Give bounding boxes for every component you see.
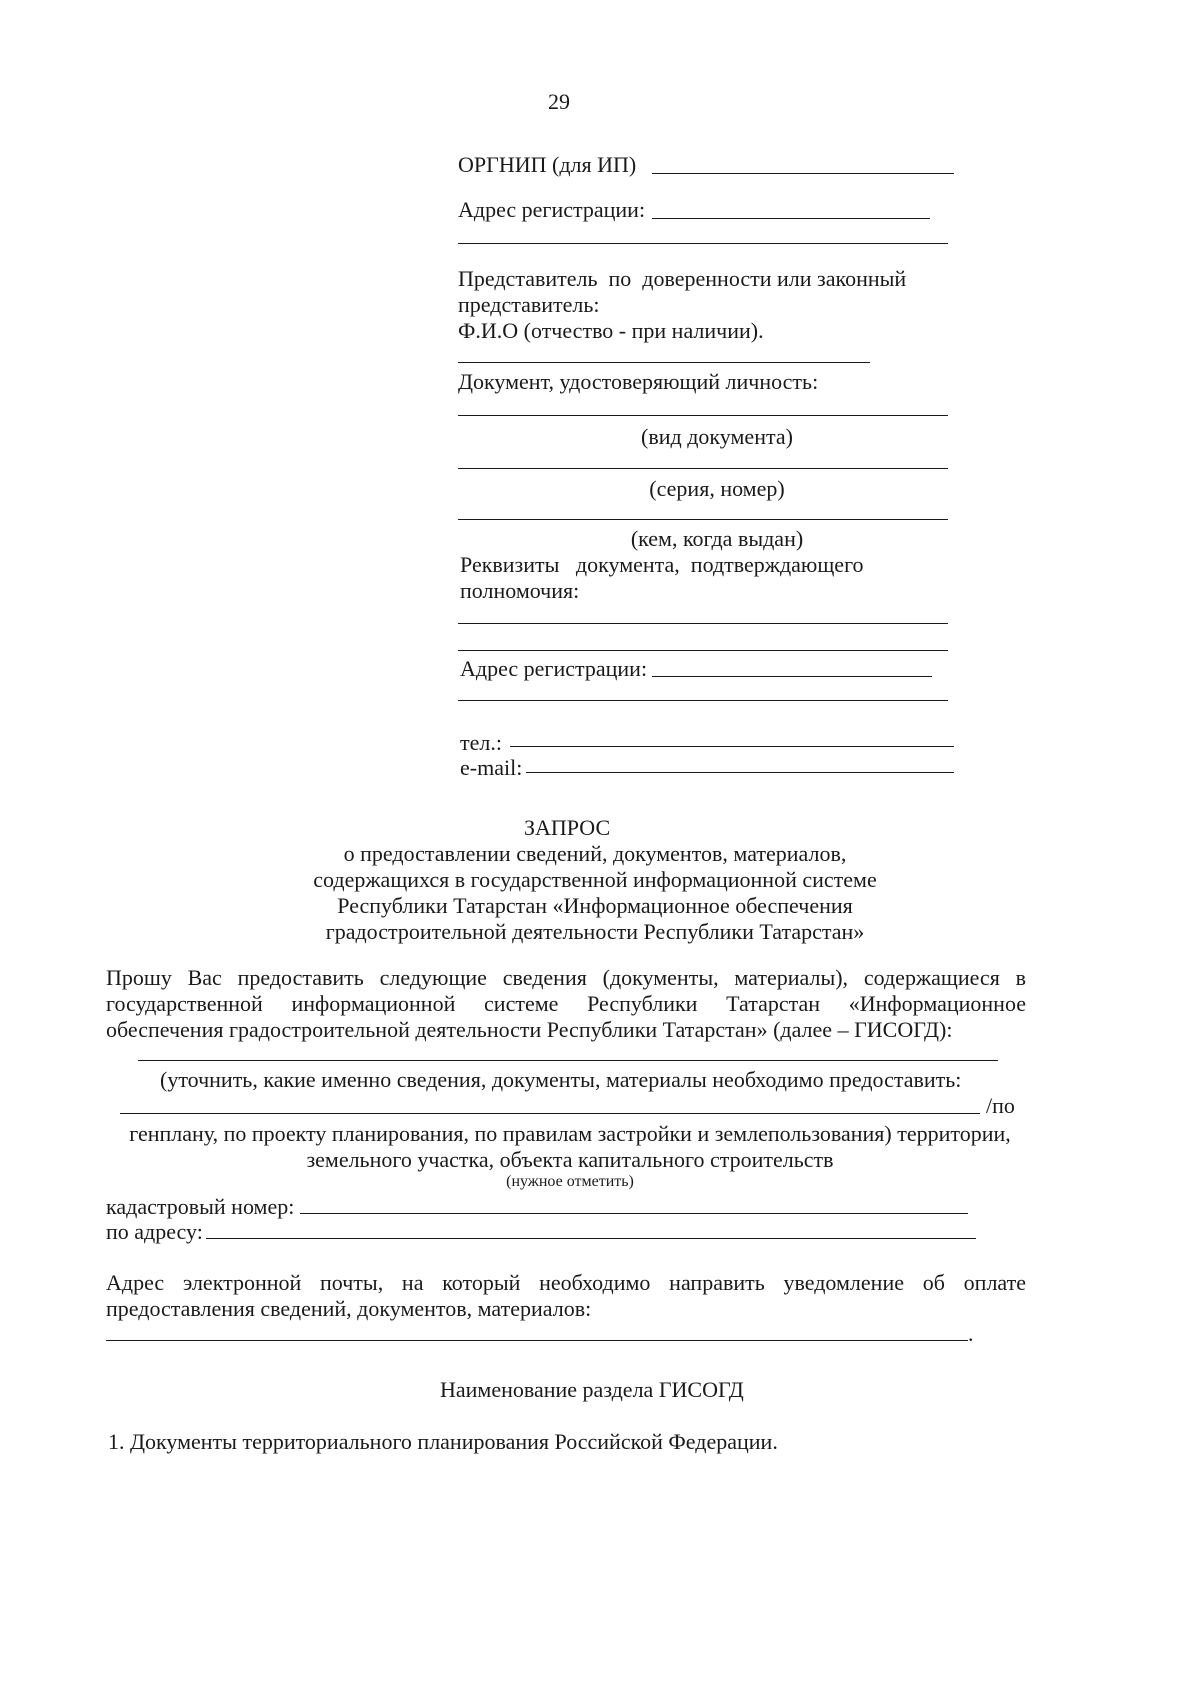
authority-field-1[interactable] [458, 623, 948, 624]
reg-address-label: Адрес регистрации: [458, 197, 646, 222]
email-notice-1: Адрес электронной почты, на который необходимо направить уведомление об оплате [106, 1270, 1026, 1295]
authority-field-2[interactable] [458, 650, 948, 651]
specify-caption: (уточнить, какие именно сведения, документы, материалы необходимо предоставить: [160, 1067, 962, 1092]
request-subtitle-2: содержащихся в государственной информационной системе [313, 867, 877, 892]
doc-series-caption: (серия, номер) [649, 476, 785, 501]
phone-label: тел.: [460, 730, 502, 755]
doc-issued-field[interactable] [458, 519, 948, 520]
request-subtitle-1: о предоставлении сведений, документов, материалов, [343, 841, 847, 866]
email-label: e-mail: [460, 755, 523, 780]
rep-address-label: Адрес регистрации: [460, 656, 648, 681]
address-field[interactable] [206, 1238, 976, 1239]
po-label: /по [986, 1093, 1015, 1118]
representative-line-2: представитель: [458, 292, 600, 317]
doc-issued-caption: (кем, когда выдан) [630, 526, 804, 551]
notice-email-field[interactable] [106, 1340, 968, 1341]
request-title: ЗАПРОС [524, 815, 611, 840]
id-document-label: Документ, удостоверяющий личность: [458, 369, 819, 394]
page-number: 29 [548, 89, 570, 114]
plan-caption-2: земельного участка, объекта капитального строительств [306, 1147, 834, 1172]
ogrnip-label: ОРГНИП (для ИП) [458, 152, 637, 177]
authority-line-2: полномочия: [460, 578, 580, 603]
notice-period: . [968, 1321, 974, 1346]
list-item-1: 1. Документы территориального планирования Российской Федерации. [108, 1429, 778, 1454]
doc-type-caption: (вид документа) [641, 424, 793, 449]
fio-field[interactable] [458, 362, 870, 363]
mark-needed-caption: (нужное отметить) [506, 1173, 634, 1190]
authority-line-1: Реквизиты документа, подтверждающего [460, 552, 864, 577]
phone-field[interactable] [510, 746, 954, 747]
requested-info-field-2[interactable] [120, 1113, 980, 1114]
ogrnip-field[interactable] [652, 173, 954, 174]
request-body-3: обеспечения градостроительной деятельности Республики Татарстан» (далее – ГИСОГД): [106, 1017, 953, 1042]
doc-type-field[interactable] [458, 415, 948, 416]
cadastral-field[interactable] [300, 1213, 968, 1214]
reg-address-field[interactable] [652, 218, 930, 219]
email-field[interactable] [526, 772, 954, 773]
reg-address-field-2[interactable] [458, 243, 948, 244]
rep-address-field-2[interactable] [458, 700, 948, 701]
fio-label: Ф.И.О (отчество - при наличии). [458, 318, 764, 343]
doc-series-field[interactable] [458, 468, 948, 469]
cadastral-label: кадастровый номер: [106, 1194, 295, 1219]
plan-caption-1: генплану, по проекту планирования, по правилам застройки и землепользования) территории, [129, 1121, 1011, 1146]
email-notice-2: предоставления сведений, документов, материалов: [106, 1296, 592, 1321]
request-subtitle-4: градостроительной деятельности Республики Татарстан» [325, 919, 865, 944]
request-subtitle-3: Республики Татарстан «Информационное обеспечения [337, 893, 853, 918]
rep-address-field[interactable] [652, 676, 932, 677]
representative-line-1: Представитель по доверенности или законный [458, 266, 907, 291]
section-heading: Наименование раздела ГИСОГД [440, 1377, 744, 1402]
address-label: по адресу: [106, 1219, 203, 1244]
request-body-2: государственной информационной системе Республики Татарстан «Информационное [106, 991, 1026, 1016]
requested-info-field[interactable] [138, 1060, 998, 1061]
request-body-1: Прошу Вас предоставить следующие сведения (документы, материалы), содержащиеся в [106, 965, 1026, 990]
